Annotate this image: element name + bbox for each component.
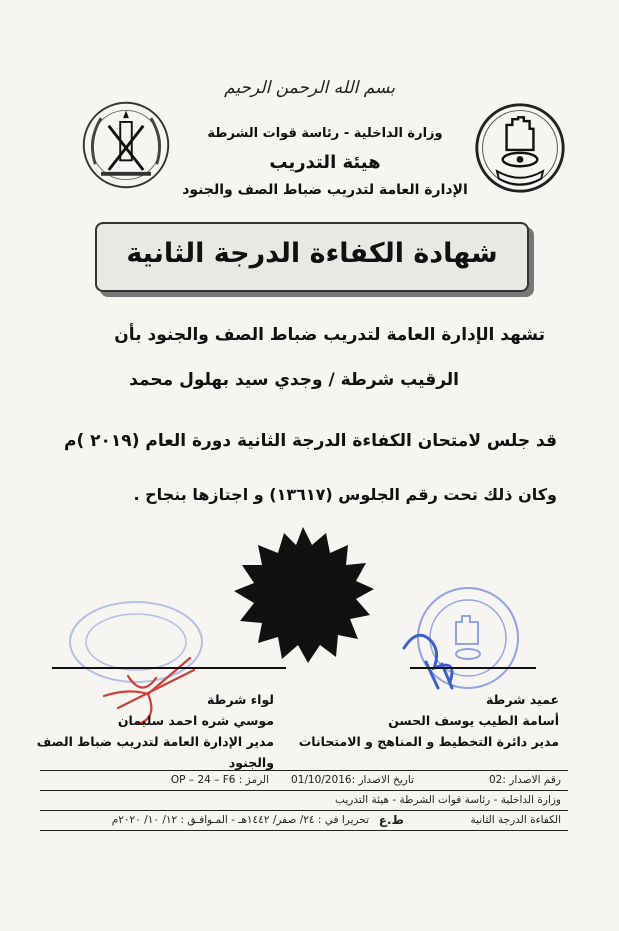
right-signatory <box>299 689 559 752</box>
document-name: الكفاءة الدرجة الثانية <box>470 814 561 826</box>
left-signatory-position: مدير الإدارة العامة لتدريب ضباط الصف والجنود <box>36 734 274 770</box>
embossed-seal <box>228 525 378 665</box>
left-signatory-name: موسي شره احمد سليمان <box>117 713 274 728</box>
recipient-name: الرقيب شرطة / وجدي سيد بهلول محمد <box>129 370 459 390</box>
right-signature <box>398 612 478 692</box>
form-code: الرمز : OP – 24 – F6 <box>170 774 269 786</box>
exam-text: قد جلس لامتحان الكفاءة الدرجة الثانية دورة العام (٢٠١٩ )م <box>64 431 557 451</box>
left-signatory-rank: لواء شرطة <box>207 692 274 707</box>
footer-rule-bottom <box>40 830 568 831</box>
footer-rule-top <box>40 770 568 771</box>
department-line: الإدارة العامة لتدريب ضباط الصف والجنود <box>182 182 468 198</box>
right-signatory-name: أسامة الطيب يوسف الحسن <box>388 713 559 728</box>
result-text: وكان ذلك تحت رقم الجلوس (١٣٦١٧) و اجتازها بنجاح . <box>133 485 557 504</box>
issue-number: رقم الاصدار :02 <box>489 774 561 786</box>
footer-rule-lower <box>40 810 568 811</box>
right-signatory-position: مدير دائرة التخطيط و المناهج و الامتحانات <box>298 734 559 749</box>
training-emblem-logo <box>78 97 174 193</box>
right-signature-line <box>410 667 536 669</box>
footer-organization: وزارة الداخلية - رئاسة قوات الشرطة - هيئة التدريب <box>335 794 561 806</box>
bismillah: بسم الله الرحمن الرحيم <box>224 78 395 98</box>
left-signature-line <box>52 667 286 669</box>
ministry-line: وزارة الداخلية - رئاسة قوات الشرطة <box>207 126 443 141</box>
right-signatory-rank: عميد شرطة <box>485 692 559 707</box>
document-code: ط.ع <box>378 813 404 827</box>
left-signatory <box>0 689 274 773</box>
issue-date: تاريخ الاصدار :01/10/2016 <box>291 774 414 786</box>
certificate-title-box <box>95 222 529 292</box>
intro-text: تشهد الإدارة العامة لتدريب ضباط الصف والجنود بأن <box>114 325 545 345</box>
date-line: تحريرا في : ٢٤/ صفر/ ١٤٤٢هـ - المـوافـق : ١٢/ ١٠/ ٢٠٢٠م <box>111 814 369 826</box>
authority-line: هيئة التدريب <box>269 152 381 173</box>
certificate-title: شهادة الكفاءة الدرجة الثانية <box>126 238 498 269</box>
police-emblem-logo <box>472 100 568 196</box>
footer-rule-mid <box>40 790 568 791</box>
